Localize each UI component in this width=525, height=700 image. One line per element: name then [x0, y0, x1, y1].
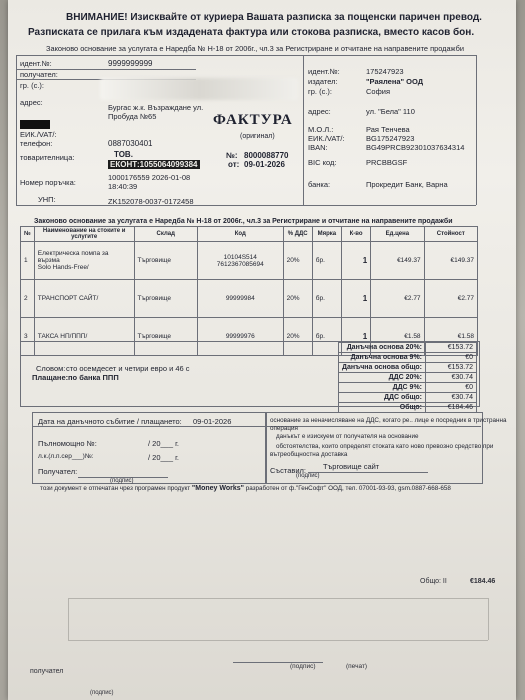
row-vat: 20%: [283, 242, 312, 280]
issuer-eik-label: ЕИК./VAT/:: [308, 134, 345, 143]
header-code: Код: [197, 227, 283, 242]
items-table: [20, 226, 478, 356]
invoice-subtitle: (оригинал): [240, 133, 275, 140]
middle-rule: [303, 55, 304, 205]
row-no: 2: [21, 280, 35, 318]
row-no: 1: [21, 242, 35, 280]
invoice-date-value: 09-01-2026: [244, 160, 285, 169]
row-qty: 1: [341, 318, 370, 356]
payment-label: Плащане:: [32, 373, 69, 382]
totals-row: [339, 343, 477, 353]
header-qty: К-во: [341, 227, 370, 242]
row-code: 99999984: [197, 280, 283, 318]
row-price: €2.77: [371, 280, 424, 318]
row-store: Търговище: [134, 318, 197, 356]
receiver-label: Получател:: [38, 467, 78, 476]
carbon-rule: [488, 598, 489, 640]
recipient-commodity-2: ЕКОНТ:1055064099384: [110, 160, 198, 169]
carbon-rule: [68, 598, 69, 640]
carbon-rule: [68, 598, 488, 599]
issuer-name-label: издател:: [308, 77, 338, 86]
row-code-line: 10104S514: [223, 253, 257, 261]
issuer-bic-label: BIC код:: [308, 158, 337, 167]
vat-basis-4: обстоятелства, които определят стоката като ново превозно средство при: [276, 443, 494, 450]
recipient-phone-value: 0887030401: [108, 139, 153, 148]
recipient-phone-label: телефон:: [20, 139, 53, 148]
issuer-mol-label: М.О.Л.:: [308, 125, 334, 134]
totals-row: [339, 373, 477, 383]
totals-row: [339, 363, 477, 373]
composed-signature-caption: (подпис): [296, 473, 320, 479]
row-no: 3: [21, 318, 35, 356]
totals-value: €153.72: [426, 343, 477, 353]
row-vat: 20%: [283, 318, 312, 356]
redacted-name: [100, 78, 298, 100]
row-unit: бр.: [312, 318, 341, 356]
recipient-commodity-1: ТОВ.: [114, 150, 133, 159]
issuer-ident-value: 175247923: [366, 67, 404, 76]
row-unit: бр.: [312, 280, 341, 318]
words-label: Словом:: [36, 364, 66, 373]
row-price: €1.58: [371, 318, 424, 356]
recipient-ident-value: 9999999999: [108, 59, 153, 68]
recipient-address-1: Бургас ж.к. Възраждане ул.: [108, 103, 204, 112]
carbon-total-label: Общо: II: [420, 578, 447, 585]
header-price: Ед.цена: [371, 227, 424, 242]
bottom-rule: [16, 205, 476, 206]
right-rule: [476, 55, 477, 205]
invoice-number-label: №:: [226, 151, 238, 160]
id-date: / 20___ г.: [148, 453, 180, 462]
software-name: "Money Works": [191, 485, 244, 492]
vat-basis-1: основание за неначисляване на ДДС, когато ре.. лице е посредник в тристранна: [270, 417, 507, 424]
issuer-address-label: адрес:: [308, 107, 331, 116]
issuer-city-value: София: [366, 87, 391, 96]
header-store: Склад: [134, 227, 197, 242]
carbon-signature: (подпис): [290, 663, 316, 670]
totals-value: €153.72: [426, 363, 477, 373]
payment-value: по банка ППП: [68, 373, 119, 382]
totals-label: Общо:: [339, 403, 426, 413]
issuer-city-label: гр. (с.):: [308, 87, 332, 96]
table-row: [21, 242, 478, 280]
header-no: №: [21, 227, 35, 242]
composed-value: Търговище сайт: [323, 462, 380, 471]
carbon-total-value: €184.46: [470, 578, 496, 585]
left-rule: [16, 55, 17, 205]
carbon-receiver-label: получател: [30, 668, 64, 675]
totals-row: [339, 393, 477, 403]
vat-basis-2: операция: [270, 425, 298, 432]
row-qty: 1: [341, 280, 370, 318]
totals-label: Данъчна основа 20%:: [339, 343, 426, 353]
legal-basis-items: Законово основание за услугата е Наредба № Н-18 от 2006г., чл.3 за Регистриране и отчитане на направените продажби: [34, 218, 453, 225]
legal-basis-top: Законово основание за услугата е Наредба № Н-18 от 2006г., чл.3 за Регистриране и отчитане на направените продажби: [46, 44, 464, 53]
totals-value: €0: [426, 383, 477, 393]
recipient-ident-label: идент.№:: [20, 59, 52, 68]
vat-basis-5: вътреобщностна доставка: [270, 451, 348, 458]
row-name-line: Solo Hands-Free/: [37, 264, 89, 271]
recipient-eik-label: ЕИК./VAT/:: [20, 130, 57, 139]
software-note-suffix: разработен от ф."ГенСофт" ООД, тел. 07001-93-93, gsm.0887-668-658: [243, 485, 451, 492]
recipient-name-label: получател:: [20, 70, 58, 79]
row-code: 99999976: [197, 318, 283, 356]
row-code-line: 7612367085694: [216, 260, 264, 268]
proxy-date: / 20___ г.: [148, 439, 180, 448]
invoice-number-value: 8000088770: [244, 151, 289, 160]
dark-highlight-block: [20, 120, 50, 129]
issuer-bank-label: банка:: [308, 180, 331, 189]
tax-event-value: 09-01-2026: [193, 417, 232, 426]
totals-value: €184.46: [426, 403, 477, 413]
invoice-document: [8, 0, 516, 700]
issuer-mol-value: Рая Тенчева: [366, 125, 410, 134]
issuer-address-value: ул. "Бела" 110: [366, 107, 415, 116]
proxy-label: Пълномощно №:: [38, 439, 97, 448]
issuer-bank-value: Прокредит Банк, Варна: [366, 180, 448, 189]
carbon-rule: [68, 640, 488, 641]
tax-event-label: Дата на данъчното събитие / плащането:: [38, 417, 182, 426]
row-total: €1.58: [424, 318, 477, 356]
carbon-signature-bottom: (подпис): [90, 690, 114, 696]
totals-label: ДДС общо:: [339, 393, 426, 403]
issuer-iban-label: IBAN:: [308, 143, 328, 152]
row-store: Търговище: [134, 242, 197, 280]
issuer-ident-label: идент.№:: [308, 67, 340, 76]
recipient-order-label: Номер поръчка:: [20, 178, 76, 187]
totals-label: ДДС 9%:: [339, 383, 426, 393]
issuer-bic-value: PRCBBGSF: [366, 158, 408, 167]
software-note: [40, 485, 451, 492]
issuer-iban-value: BG49PRCB92301037634314: [366, 143, 465, 152]
totals-value: €30.74: [426, 393, 477, 403]
warning-text: ВНИМАНИЕ! Изисквайте от куриера Вашата разписка за пощенски паричен превод.: [66, 12, 482, 23]
invoice-title: ФАКТУРА: [213, 112, 293, 128]
vat-basis-3: данъкът е изискуем от получателя на основание: [276, 433, 419, 440]
receiver-signature-caption: (подпис): [110, 478, 134, 484]
composed-line: [308, 472, 428, 473]
instruction-text: Разписката се прилага към издадената фактура или стокова разписка, вместо касов бон.: [28, 27, 475, 38]
totals-row: [339, 403, 477, 413]
recipient-unp-label: УНП:: [38, 195, 56, 204]
issuer-name-value: "Раялена" ООД: [366, 77, 424, 86]
invoice-date-label: от:: [228, 160, 240, 169]
row-total: €2.77: [424, 280, 477, 318]
row-unit: бр.: [312, 242, 341, 280]
id-label: л.к.(л.п.сер___)№:: [38, 453, 94, 460]
carbon-stamp: (печат): [346, 663, 368, 670]
recipient-order-1: 1000176559 2026-01-08: [108, 173, 191, 182]
issuer-eik-value: BG175247923: [366, 134, 415, 143]
header-name: Наименование на стоките и услугите: [34, 227, 134, 242]
row-code: [197, 242, 283, 280]
row-store: Търговище: [134, 280, 197, 318]
totals-label: ДДС 20%:: [339, 373, 426, 383]
words-value: сто осемдесет и четири евро и 46 с: [66, 364, 190, 373]
totals-value: €0: [426, 353, 477, 363]
recipient-address-2: Пробуда №65: [108, 112, 157, 121]
composed-label: Съставил:: [270, 466, 307, 475]
row-price: €149.37: [371, 242, 424, 280]
totals-label: Данъчна основа 9%:: [339, 353, 426, 363]
software-note-prefix: този документ е отпечатан чрез програмен продукт: [40, 485, 192, 492]
recipient-address-label: адрес:: [20, 98, 43, 107]
totals-row: [339, 353, 477, 363]
row-name-line: Електрическа помпа за вързма: [37, 250, 109, 264]
header-total: Стойност: [424, 227, 477, 242]
footer-rule: [32, 426, 481, 427]
recipient-commodity-label: товарителница:: [20, 153, 75, 162]
recipient-unp-value: ZK152078-0037-0172458: [108, 197, 194, 206]
header-vat: % ДДС: [283, 227, 312, 242]
recipient-city-label: гр. (с.):: [20, 81, 44, 90]
items-header-row: [21, 227, 478, 242]
totals-table: [338, 342, 477, 413]
totals-label: Данъчна основа общо:: [339, 363, 426, 373]
row-qty: 1: [341, 242, 370, 280]
row-vat: 20%: [283, 280, 312, 318]
table-row: [21, 280, 478, 318]
row-name: [34, 242, 134, 280]
row-name: ТАКСА НП/ППП/: [34, 318, 134, 356]
row-name: ТРАНСПОРТ САЙТ/: [34, 280, 134, 318]
header-unit: Мярка: [312, 227, 341, 242]
row-total: €149.37: [424, 242, 477, 280]
totals-value: €30.74: [426, 373, 477, 383]
totals-row: [339, 383, 477, 393]
top-rule: [16, 55, 476, 56]
recipient-order-2: 18:40:39: [108, 182, 138, 191]
